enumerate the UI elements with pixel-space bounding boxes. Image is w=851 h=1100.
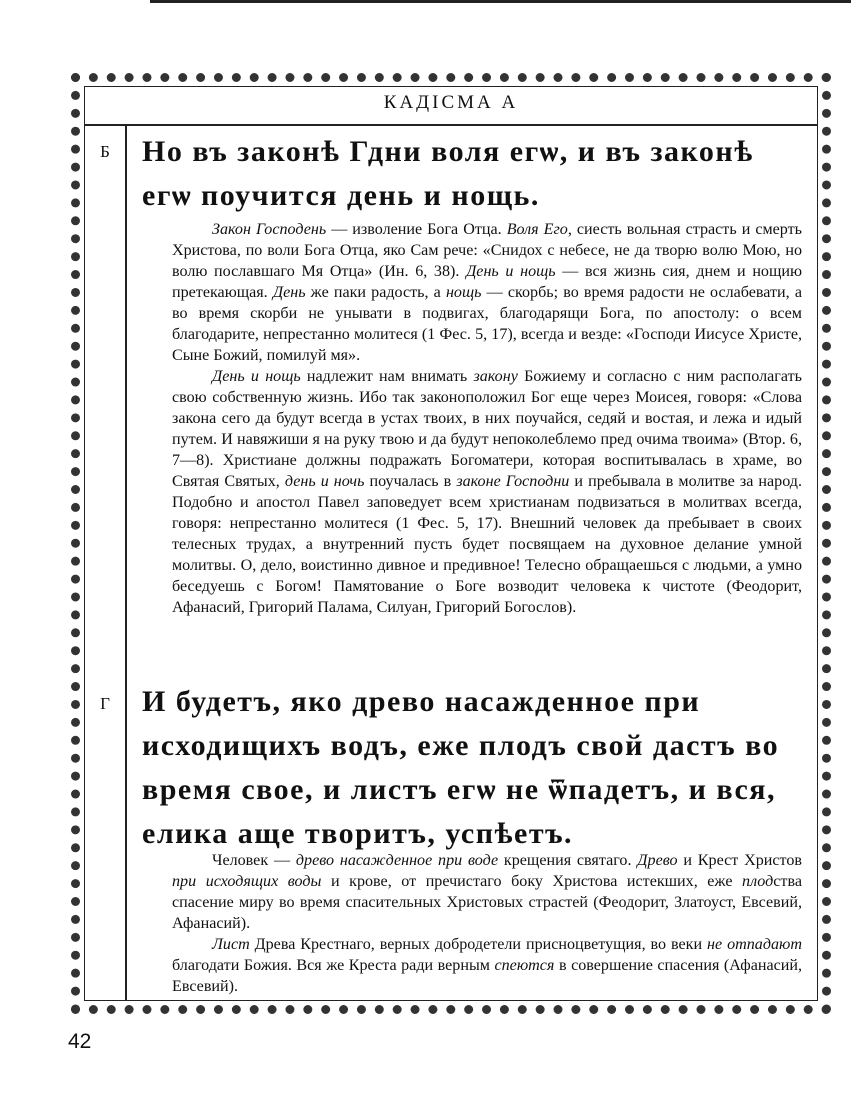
italic-text: при исходящих воды <box>172 873 322 890</box>
italic-text: Лист <box>212 936 250 953</box>
margin-rule <box>125 124 127 1001</box>
text-run: в совершение спасения (Афанасий, Евсевий). <box>172 957 802 995</box>
italic-text: день и ночь <box>284 473 365 490</box>
commentary-paragraph <box>172 850 802 934</box>
verse-text: И будетъ, яко древо насажденное при исходищихъ водъ, еже плодъ свой дастъ во время свое, и листъ егѡ не ѿпадетъ, и вся, елика аще творитъ, успѣетъ. <box>142 685 780 850</box>
commentary-paragraph <box>172 219 802 366</box>
text-run: и пребывала в молитве за народ. Подобно и апостол Павел заповедует всем христианам подвизаться в молитвах всегда, говоря: непрестанно молитеся (1 Фес. 5, 17). Внешний человек да пребывает в своих телесных трудах, а внутренний пусть будет посвящаем на духовное делание умной молитвы. О, дело, воистинно дивное и предивное! Телесно обращаешься с людьми, а умно беседуешь с Богом! Памятование о Боге возводит человека к чистоте (Феодорит, Афанасий, Григорий Палама, Силуан, Григорий Богослов). <box>172 473 802 616</box>
italic-text: Древо <box>637 852 678 869</box>
commentary-block <box>172 850 802 997</box>
page-number: 42 <box>68 1030 92 1053</box>
italic-text: Закон Господень <box>212 221 327 238</box>
text-run: надлежит нам внимать <box>300 368 474 385</box>
header-rule <box>84 124 818 126</box>
italic-text: День и нощь <box>466 263 556 280</box>
italic-text: Воля Его <box>506 221 568 238</box>
text-run: Древа Крестнаго, верных добродетели присноцветущия, во веки <box>249 936 708 953</box>
text-run: крещения святаго. <box>498 852 638 869</box>
italic-text: законе Господни <box>456 473 570 490</box>
italic-text: закону <box>473 368 518 385</box>
verse-number: Б <box>100 142 110 161</box>
text-run: — вся жизнь сия, днем и нощию претекающая. <box>172 263 803 301</box>
commentary-paragraph <box>172 366 802 618</box>
italic-text: древо насажденное при воде <box>295 852 499 869</box>
italic-text: День и нощь <box>212 368 301 385</box>
text-run: , сиесть вольная страсть и смерть Христова, по воли Бога Отца, яко Сам рече: «Снидох с небесе, не да творю волю Мою, но волю пославшаго Мя Отца» (Ин. 6, 38). <box>172 221 803 280</box>
italic-text: не отпадают <box>707 936 802 953</box>
text-run: поучалась в <box>364 473 457 490</box>
text-run: — изволение Бога Отца. <box>326 221 507 238</box>
text-run: Божиему и согласно с ним располагать свою собственную жизнь. Ибо так законоположил Бог еще через Моисея, говоря: «Слова закона сего да будут всегда в устах твоих, в них поучайся, седяй и востая, и лежа и идый путем. И навяжиши я на руку твою и да будут непоколеблемо пред очима твоима» (Втор. 6, 7—8). Христиане должны подражать Богоматери, которая воспитывалась в храме, во Святая Святых, <box>172 368 802 490</box>
scan-edge-line <box>150 0 851 3</box>
text-run: Человек — <box>212 852 296 869</box>
text-run: — скорбь; во время радости не ослабевати, а во время скорби не унывати в подвигах, благодарящи Бога, по апостолу: о всем благодарите, непрестанно молитеся (1 Фес. 5, 17), всегда и везде: «Господи Иисусе Христе, Сыне Божий, помилуй мя». <box>172 284 802 364</box>
text-run: ства спасение миру во время спасительных Христовых страстей (Феодорит, Златоуст, Евсевий, Афанасий). <box>172 873 802 932</box>
italic-text: нощь <box>445 284 482 301</box>
commentary-paragraph <box>172 934 802 997</box>
commentary-block <box>172 219 802 618</box>
running-header: КАДІСМА А <box>383 92 519 113</box>
text-run: благодати Божия. Вся же Креста ради верным <box>172 957 495 974</box>
italic-text: спеются <box>494 957 555 974</box>
italic-text: плод <box>742 873 774 890</box>
verse-text: Но въ законѣ Гдни воля егѡ, и въ законѣ егѡ поучится день и нощь. <box>142 135 754 212</box>
text-run: и Крест Христов <box>677 852 802 869</box>
verse-number: Г <box>100 694 110 713</box>
text-run: же паки радость, а <box>305 284 446 301</box>
italic-text: День <box>272 284 306 301</box>
text-run: и крове, от пречистаго боку Христова истекших, еже <box>321 873 743 890</box>
